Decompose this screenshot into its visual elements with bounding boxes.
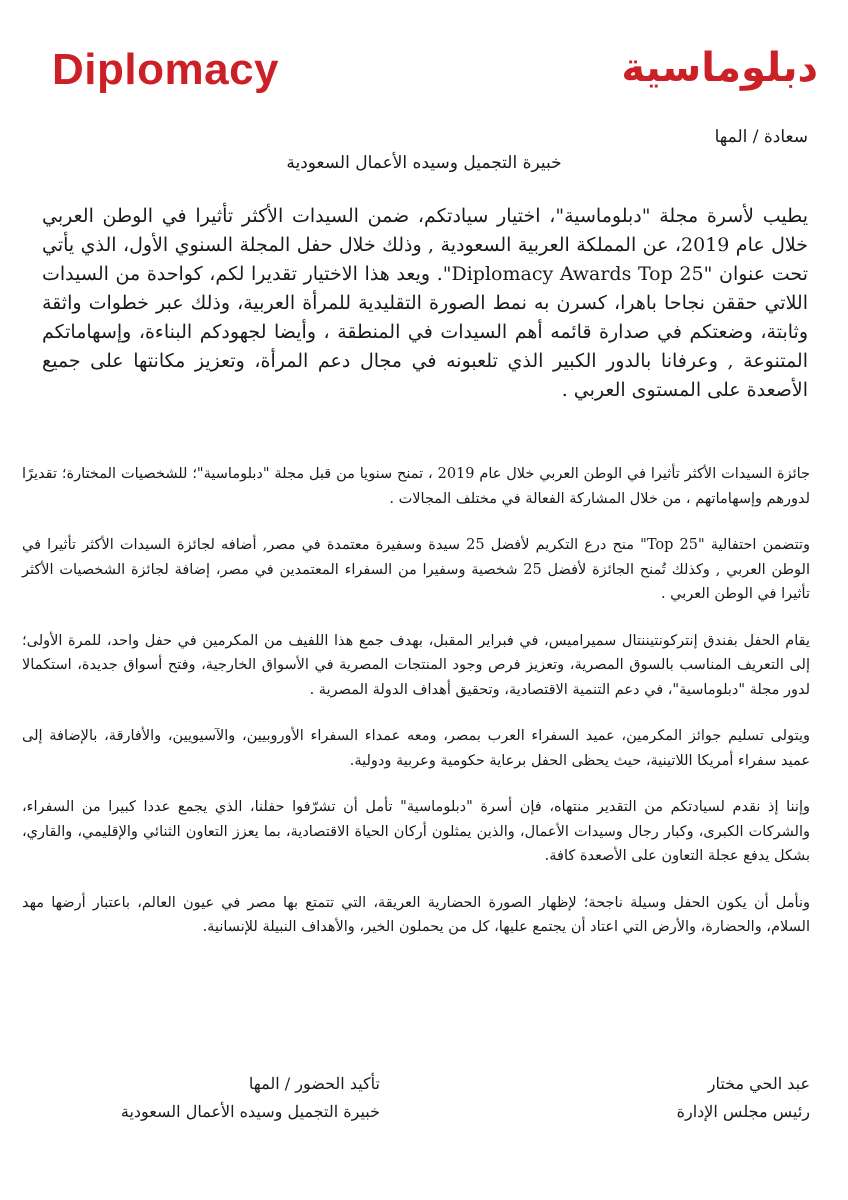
signature-title: رئيس مجلس الإدارة bbox=[676, 1102, 810, 1121]
paragraph-presenters: ويتولى تسليم جوائز المكرمين، عميد السفراء العرب بمصر، ومعه عمداء السفراء الأوروبيين، والآسيويين، والأفارقة، بالإضافة إلى عميد سفراء أمريكا اللاتينية، حيث يحظى الحفل برعاية حكومية وعربية ودولية. bbox=[22, 728, 810, 769]
diplomacy-logo-english: Diplomacy bbox=[52, 45, 280, 94]
confirmation-line: تأكيد الحضور / المها bbox=[248, 1074, 380, 1093]
diplomacy-logo-arabic: دبلوماسية bbox=[621, 45, 818, 91]
intro-paragraph: يطيب لأسرة مجلة "دبلوماسية"، اختيار سيادتكم، ضمن السيدات الأكثر تأثيرا في الوطن العربي خلال عام 2019، عن المملكة العربية السعودية , وذلك خلال حفل المجلة السنوي الأول، الذي يأتي تحت عنوان "Diplomacy Awards Top 25". ويعد هذا الاختيار تقديرا لكم، كواحدة من السيدات اللاتي حققن نجاحا باهرا، كسرن به نمط الصورة التقليدية للمرأة العربية، وذلك عبر خطوات واثقة وثابتة، وضعتكم في صدارة قائمه أهم السيدات في المنطقة ، وأيضا لجهودكم البناءة، وإسهاماتكم المتنوعة , وعرفانا بالدور الكبير الذي تلعبونه في مجال دعم المرأة، وتعزيز مكانتها على جميع الأصعدة على المستوى العربي . bbox=[42, 205, 809, 401]
signature-name: عبد الحي مختار bbox=[707, 1074, 810, 1093]
body-paragraphs bbox=[22, 462, 810, 962]
recipient-title: خبيرة التجميل وسيده الأعمال السعودية bbox=[286, 153, 562, 173]
paragraph-venue: يقام الحفل بفندق إنتركونتيننتال سميراميس، في فبراير المقبل، بهدف جمع هذا اللفيف من المكرمين في حفل واحد، للمرة الأولى؛ إلى التعريف المناسب بالسوق المصرية، وتعزيز فرص وجود المنتجات المصرية في الأسواق الخارجية، وفتح أسواق جديدة، استكمالا لدور مجلة "دبلوماسية"، في دعم التنمية الاقتصادية، وتحقيق أهداف الدولة المصرية . bbox=[22, 632, 810, 698]
paragraph-ceremony: وتتضمن احتفالية "Top 25" منح درع التكريم لأفضل 25 سيدة وسفيرة معتمدة في مصر, أضافه لجائزة السيدات الأكثر تأثيرا في الوطن العربي , وكذلك تُمنح الجائزة لأفضل 25 شخصية وسفيرا من السفراء المعتمدين في مصر، إضافة لجائزة الشخصيات الأكثر تأثيرا في الوطن العربي . bbox=[22, 537, 810, 602]
confirmation-title: خبيرة التجميل وسيده الأعمال السعودية bbox=[120, 1102, 380, 1121]
salutation: سعادة / المها bbox=[714, 127, 808, 147]
paragraph-award: جائزة السيدات الأكثر تأثيرا في الوطن العربي خلال عام 2019 ، تمنح سنويا من قبل مجلة "دبلوماسية"؛ للشخصيات المختارة؛ تقديرًا لدورهم وإسهاماتهم ، من خلال المشاركة الفعالة في مختلف المجالات . bbox=[22, 466, 810, 507]
paragraph-invitation: وإننا إذ نقدم لسيادتكم من التقدير منتهاه، فإن أسرة "دبلوماسية" تأمل أن تشرّفوا حفلنا، الذي يجمع عددا كبيرا من السفراء، والشركات الكبرى، وكبار رجال وسيدات الأعمال، والذين يمثلون أركان الحياة الاقتصادية، بما يعزز التعاون الثنائي والإقليمي، والقاري، بشكل يدفع عجلة التعاون على الأصعدة كافة. bbox=[22, 799, 810, 864]
paragraph-closing: ونأمل أن يكون الحفل وسيلة ناجحة؛ لإظهار الصورة الحضارية العريقة، التي تتمتع بها مصر في عيون العالم، باعتبار أرضها مهد السلام، والحضارة، والأرض التي اعتاد أن يجتمع عليها، كل من يحملون الخير، والأهداف النبيلة للإنسانية. bbox=[22, 894, 810, 935]
signature-chairman bbox=[677, 1070, 810, 1126]
attendance-confirmation bbox=[121, 1070, 380, 1126]
